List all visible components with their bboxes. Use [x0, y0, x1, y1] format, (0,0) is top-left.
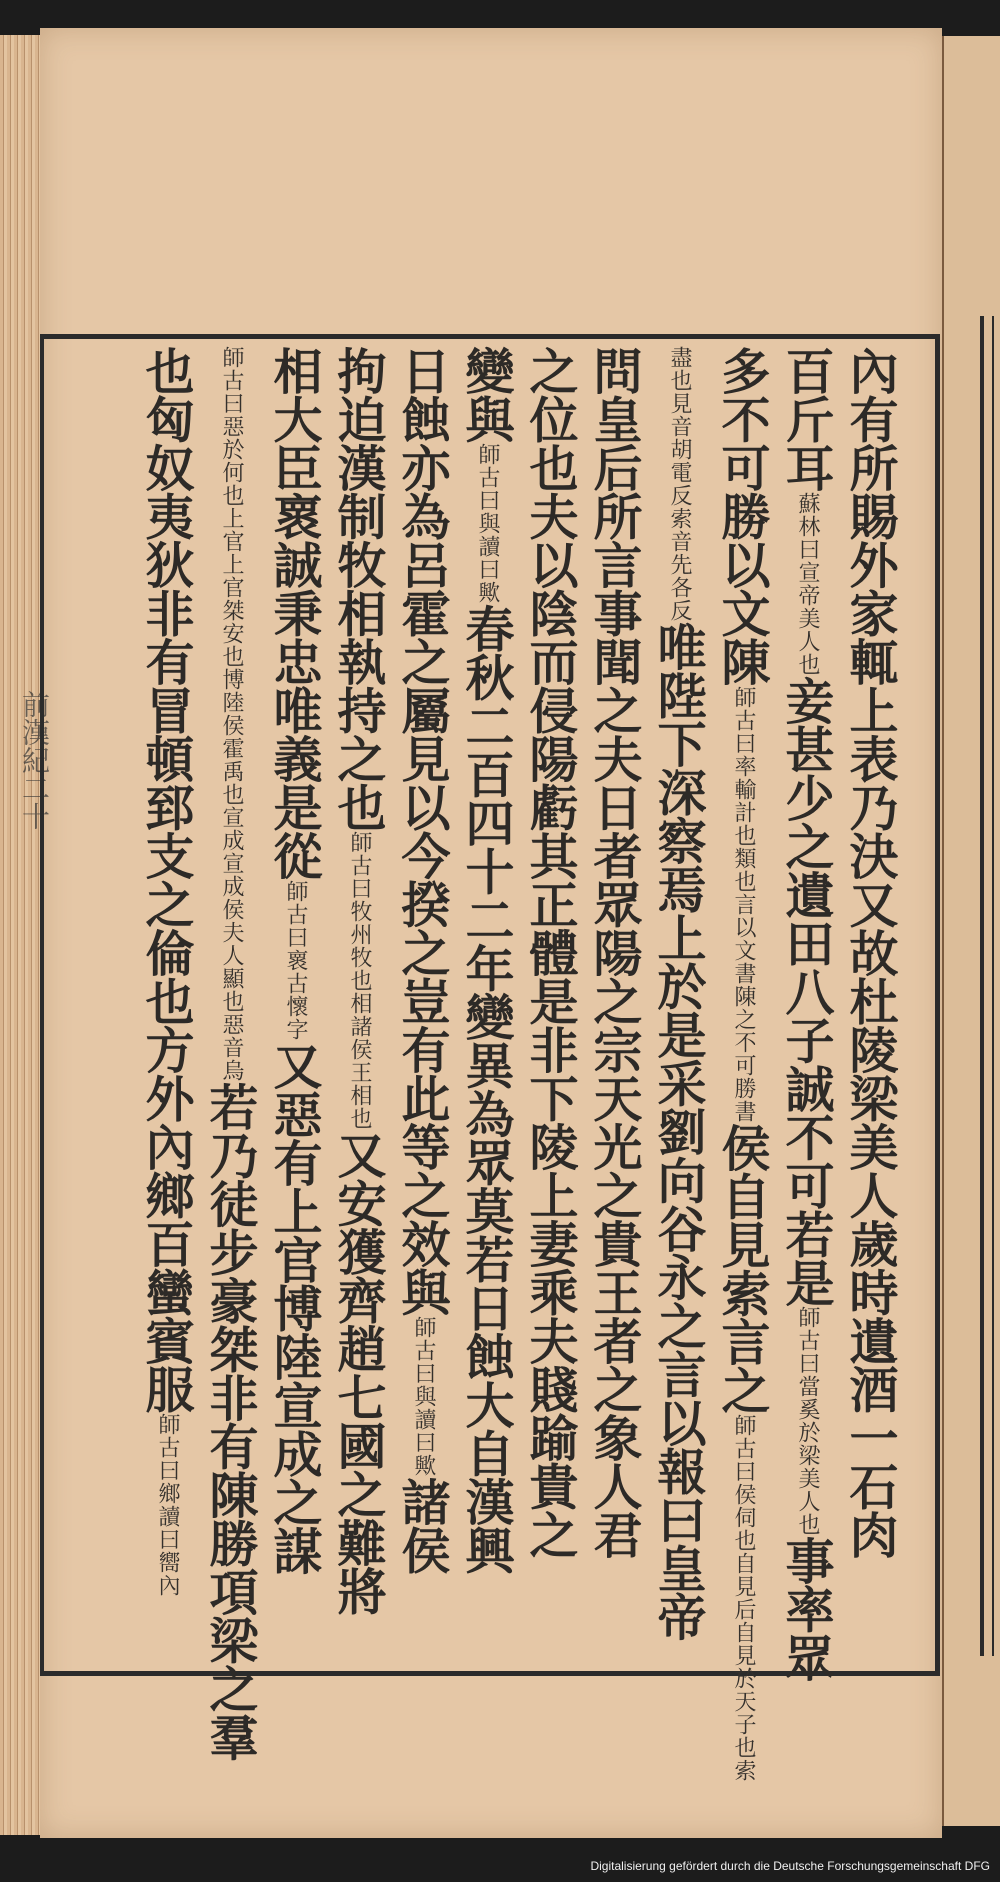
main-text: 春秋二百四十二年變異為眾莫若日蝕大自漢興	[458, 604, 516, 1574]
margin-label: 前漢紀二十	[18, 690, 51, 830]
main-text: 又惡有上官博陸宣成之謀	[266, 1040, 324, 1574]
main-text: 百斤耳	[778, 346, 836, 492]
text-column	[330, 346, 388, 1615]
text-column	[842, 346, 900, 1559]
text-column	[394, 346, 452, 1574]
commentary-note: 師古曰當奚於梁美人也	[795, 1306, 820, 1536]
commentary-note: 師古曰鄉讀曰嚮內	[155, 1413, 180, 1597]
commentary-note: 師古曰褱古懷字	[283, 879, 308, 1041]
text-column	[778, 346, 836, 1682]
main-text: 多不可勝以文陳	[714, 346, 772, 686]
text-column	[650, 346, 708, 1641]
main-text: 諸侯	[394, 1477, 452, 1574]
adjacent-page-frame	[980, 316, 994, 1656]
text-column	[458, 346, 516, 1574]
text-column	[266, 346, 324, 1574]
main-text: 相大臣褱誠秉忠唯義是從	[266, 346, 324, 880]
commentary-note: 師古曰與讀曰歟	[411, 1316, 436, 1477]
main-text: 也匈奴夷狄非有冒頓郅支之倫也方外內鄉百蠻賓服	[138, 346, 196, 1413]
text-column	[714, 346, 772, 1782]
main-text: 若乃徒步豪桀非有陳勝項梁之羣	[202, 1082, 260, 1761]
commentary-note: 師古曰率輸計也類也言以文書陳之不可勝書	[731, 685, 756, 1123]
main-text: 內有所賜外家輒上表乃決又故杜陵梁美人歲時遺酒一石肉	[842, 346, 900, 1559]
text-column	[138, 346, 196, 1597]
footer-credit: Digitalisierung gefördert durch die Deutsche Forschungsgemeinschaft	[590, 1859, 962, 1873]
main-text: 拘迫漢制牧相執持之也	[330, 346, 388, 831]
commentary-note: 師古曰惡於何也上官上官桀安也博陸侯霍禹也宣成宣成侯夫人顯也惡音烏	[219, 346, 244, 1082]
text-column	[202, 346, 260, 1761]
text-column	[522, 346, 580, 1559]
footer	[0, 1851, 1000, 1882]
commentary-note: 師古曰牧州牧也相諸侯王相也	[347, 831, 372, 1130]
commentary-note: 師古曰侯伺也自見后自見於天子也索	[731, 1413, 756, 1782]
dfg-logo: DFG	[964, 1859, 990, 1873]
main-text: 又安獲齊趙七國之難將	[330, 1130, 388, 1615]
main-text: 侯自見索言之	[714, 1122, 772, 1414]
adjacent-page	[942, 36, 1000, 1826]
main-text: 變與	[458, 346, 516, 443]
main-text: 唯陛下深察焉上於是采劉向谷永之言以報曰皇帝	[650, 622, 708, 1641]
main-text: 問皇后所言事聞之夫日者眾陽之宗天光之貴王者之象人君	[586, 346, 644, 1559]
text-column	[586, 346, 644, 1559]
main-text: 日蝕亦為呂霍之屬見以今揆之豈有此等之效與	[394, 346, 452, 1316]
main-text: 之位也夫以陰而侵陽虧其正體是非下陵上妻乘夫賤踰貴之	[522, 346, 580, 1559]
commentary-note: 蘇林曰宣帝美人也	[795, 491, 820, 676]
main-text: 妾甚少之遺田八子誠不可若是	[778, 675, 836, 1306]
commentary-note: 盡也見音胡電反索音先各反	[667, 346, 692, 622]
main-text: 事率眾	[778, 1536, 836, 1682]
commentary-note: 師古曰與讀曰歟	[475, 443, 500, 604]
